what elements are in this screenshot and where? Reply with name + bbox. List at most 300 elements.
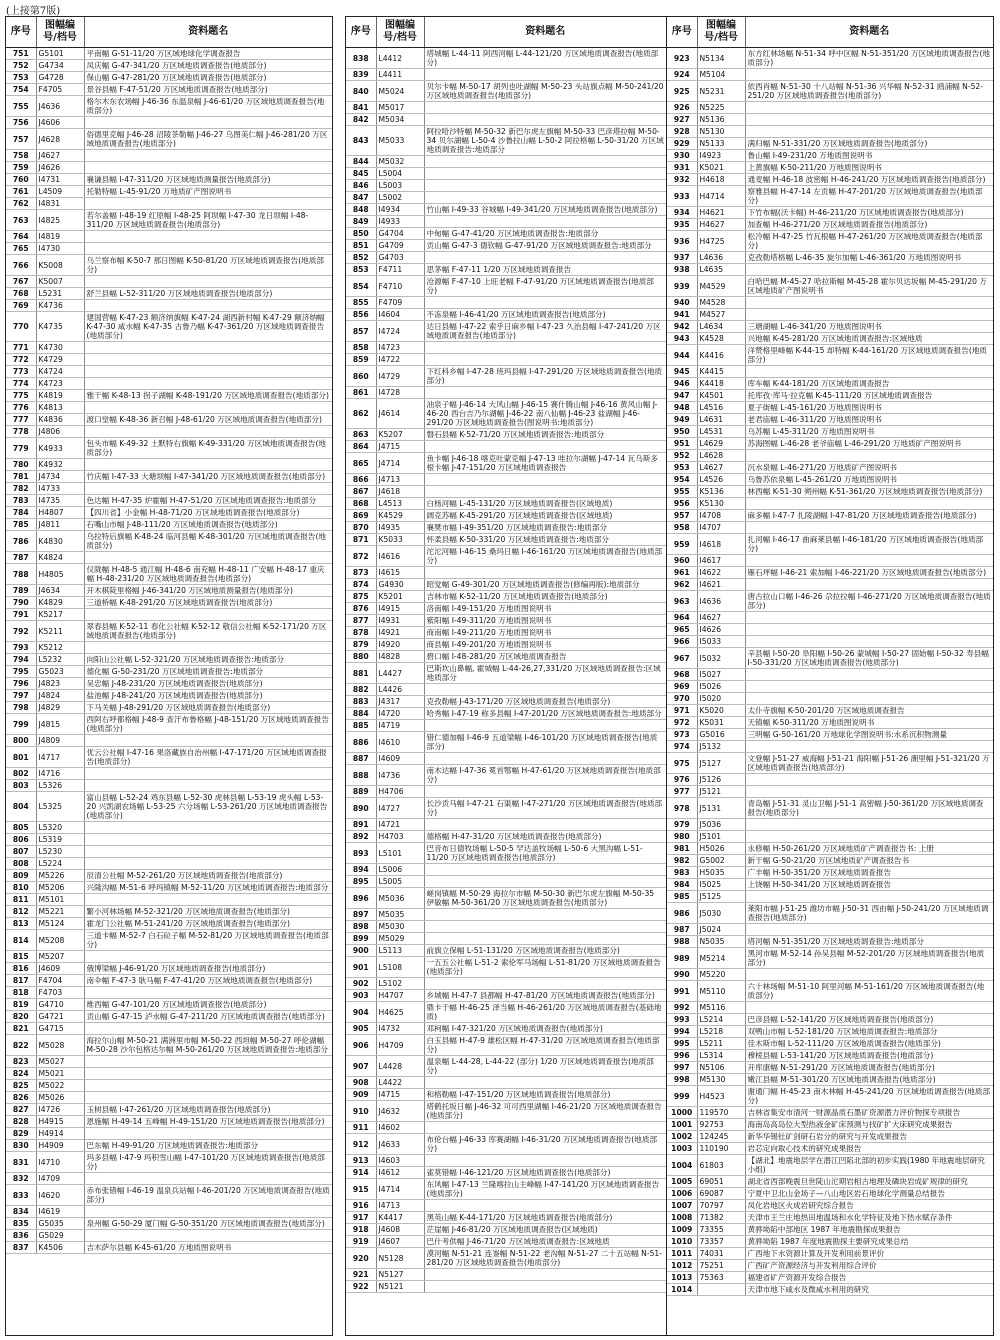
table-row xyxy=(667,186,993,207)
header-title: 资料题名 xyxy=(745,17,993,48)
seq-cell: 779 xyxy=(6,438,36,459)
seq-cell: 828 xyxy=(6,1116,36,1128)
title-cell: 格尔木东农场幅 J-46-36 东温泉幅 J-46-61/20 万区域地质调查报告(地质部分) xyxy=(84,96,332,117)
table-row xyxy=(667,753,993,774)
code-cell: 73355 xyxy=(697,1224,745,1236)
code-cell: 73357 xyxy=(697,1236,745,1248)
seq-cell: 975 xyxy=(667,753,697,774)
code-cell: M5032 xyxy=(376,156,424,168)
table-row xyxy=(667,612,993,624)
seq-cell: 863 xyxy=(346,429,376,441)
code-cell: K4506 xyxy=(36,1242,84,1254)
title-cell: 俗德里克幅 J-46-28 沼陵茶勒幅 J-46-27 乌图美仁幅 J-46-281/20 万区域地质调查报告(地质部分) xyxy=(84,129,332,150)
title-cell: 竹庆幅 I-47-33 大塘坝幅 I-47-341/20 万区域地质调查报告(地质部分) xyxy=(84,471,332,483)
code-cell: M5030 xyxy=(376,921,424,933)
seq-cell: 984 xyxy=(667,879,697,891)
table-row xyxy=(6,1068,332,1080)
table-row xyxy=(667,729,993,741)
seq-cell: 992 xyxy=(667,1002,697,1014)
code-cell: I4934 xyxy=(376,204,424,216)
table-row xyxy=(6,930,332,951)
table-row xyxy=(6,1152,332,1173)
code-cell: K5021 xyxy=(697,162,745,174)
seq-cell: 841 xyxy=(346,102,376,114)
title-cell: 昭觉幅 G-49-301/20 万区域地质调查报告(修编再版):地质部分 xyxy=(424,579,666,591)
code-cell: I4713 xyxy=(376,1200,424,1212)
title-cell: 优云公社幅 I-47-16 果洛藏族自治州幅 I-47-171/20 万区域地质调查报告(地质部分) xyxy=(84,747,332,768)
code-cell: L5224 xyxy=(36,858,84,870)
seq-cell: 870 xyxy=(346,522,376,534)
code-cell: M5104 xyxy=(697,69,745,81)
seq-cell: 821 xyxy=(6,1023,36,1035)
title-cell xyxy=(84,1056,332,1068)
table-row xyxy=(667,669,993,681)
code-cell: H4625 xyxy=(376,1002,424,1023)
title-cell: 海拉尔山幅 M-50-21 满洲里市幅 M-50-22 西坦幅 M-50-27 呼伦湖幅 M-50-28 沙尔包格达尔幅 M-50-261/20 万区域地质调查报告:地质部分 xyxy=(84,1035,332,1056)
title-cell: 达日县幅 I-47-22 索乎日麻乡幅 I-47-23 久治县幅 I-47-241/20 万区域地质调查报告(地质部分) xyxy=(424,321,666,342)
title-cell xyxy=(745,309,993,321)
seq-cell: 812 xyxy=(6,906,36,918)
title-cell: 吴忠幅 J-48-231/20 万区域地质调查报告(地质部分) xyxy=(84,678,332,690)
title-cell xyxy=(745,102,993,114)
seq-cell: 869 xyxy=(346,510,376,522)
title-cell: 渡口堂幅 K-48-36 新召幅 J-48-61/20 万区域地质调查报告(地质部分) xyxy=(84,414,332,426)
table-row xyxy=(6,366,332,378)
seq-cell: 925 xyxy=(667,81,697,102)
code-cell: I4716 xyxy=(36,768,84,780)
code-cell: M5207 xyxy=(36,951,84,963)
code-cell: M5034 xyxy=(376,114,424,126)
seq-cell: 796 xyxy=(6,678,36,690)
code-cell: H4709 xyxy=(376,1035,424,1056)
table-row xyxy=(6,174,332,186)
table-row xyxy=(667,786,993,798)
title-cell: 德格幅 H-47-31/20 万区域地质调查报告(地质部分) xyxy=(424,831,666,843)
seq-cell: 1011 xyxy=(667,1248,697,1260)
table-row xyxy=(667,591,993,612)
header-code: 图幅编号/档号 xyxy=(376,17,424,48)
code-cell: I4626 xyxy=(697,624,745,636)
seq-cell: 893 xyxy=(346,843,376,864)
seq-cell: 1002 xyxy=(667,1131,697,1143)
seq-cell: 991 xyxy=(667,981,697,1002)
code-cell: L4428 xyxy=(376,1056,424,1077)
title-cell: 克孜勒塔格幅 L-46-35 旋尔加幅 L-46-361/20 万地质图说明书 xyxy=(745,252,993,264)
title-cell: 吉林市幅 K-52-11/20 万区域地质调查报告(地质部分) xyxy=(424,591,666,603)
seq-cell: 1012 xyxy=(667,1260,697,1272)
title-cell: 塔城幅 L-44-11 阿西河幅 L-44-121/20 万区域地质调查报告(地质部分) xyxy=(424,48,666,69)
seq-cell: 793 xyxy=(6,642,36,654)
table-row xyxy=(346,168,666,180)
table-row xyxy=(6,894,332,906)
code-cell: L5320 xyxy=(36,822,84,834)
code-cell: M5221 xyxy=(36,906,84,918)
seq-cell: 857 xyxy=(346,321,376,342)
seq-cell: 878 xyxy=(346,627,376,639)
code-cell: K5136 xyxy=(697,486,745,498)
table-row xyxy=(346,1002,666,1023)
title-cell xyxy=(84,483,332,495)
title-cell xyxy=(424,156,666,168)
code-cell: I4617 xyxy=(697,555,745,567)
table-row xyxy=(667,1248,993,1260)
table-row xyxy=(6,987,332,999)
table-row xyxy=(6,459,332,471)
code-cell: J4317 xyxy=(376,696,424,708)
table-row xyxy=(667,207,993,219)
seq-cell: 807 xyxy=(6,846,36,858)
title-cell: 竹山幅 I-49-33 谷城幅 I-49-341/20 万区域地质调查报告(地质部分) xyxy=(424,204,666,216)
seq-cell: 834 xyxy=(6,1206,36,1218)
seq-cell: 757 xyxy=(6,129,36,150)
code-cell: M5206 xyxy=(36,882,84,894)
seq-cell: 996 xyxy=(667,1050,697,1062)
table-row xyxy=(346,1134,666,1155)
title-cell xyxy=(84,300,332,312)
table-row xyxy=(667,297,993,309)
code-cell: L4627 xyxy=(697,462,745,474)
code-cell: I4729 xyxy=(376,366,424,387)
code-cell: M5027 xyxy=(36,1056,84,1068)
title-cell: 吉木萨尔县幅 K-45-61/20 万地质图说明书 xyxy=(84,1242,332,1254)
code-cell: K5211 xyxy=(36,621,84,642)
table-row xyxy=(6,690,332,702)
title-cell xyxy=(745,624,993,636)
title-cell xyxy=(424,168,666,180)
seq-cell: 849 xyxy=(346,216,376,228)
seq-cell: 751 xyxy=(6,48,36,60)
table-row xyxy=(667,879,993,891)
title-cell: 向阳山公社幅 L-52-321/20 万区域地质调查报告:地质部分 xyxy=(84,654,332,666)
header-title: 资料题名 xyxy=(84,17,332,48)
seq-cell: 931 xyxy=(667,162,697,174)
table-row xyxy=(6,552,332,564)
title-cell: 下竹布幅(沃卡幅) H-46-211/20 万区域地质调查报告(地质部分) xyxy=(745,207,993,219)
seq-cell: 890 xyxy=(346,798,376,819)
title-cell: 老君庙幅 L-46-311/20 万地质图说明书 xyxy=(745,414,993,426)
seq-cell: 917 xyxy=(346,1212,376,1224)
code-cell: M5208 xyxy=(36,930,84,951)
seq-cell: 891 xyxy=(346,819,376,831)
table-row xyxy=(6,210,332,231)
seq-cell: 816 xyxy=(6,963,36,975)
code-cell: H5035 xyxy=(697,867,745,879)
table-row xyxy=(6,747,332,768)
title-cell: 紫阳幅 I-49-311/20 万地质图说明书 xyxy=(424,615,666,627)
table-row xyxy=(667,486,993,498)
table-row xyxy=(6,1023,332,1035)
code-cell: I4717 xyxy=(36,747,84,768)
table-row xyxy=(346,387,666,399)
table-row xyxy=(667,522,993,534)
seq-cell: 899 xyxy=(346,933,376,945)
code-cell: I4731 xyxy=(36,174,84,186)
title-cell xyxy=(745,774,993,786)
table-row xyxy=(6,870,332,882)
table-row xyxy=(6,1185,332,1206)
seq-cell: 988 xyxy=(667,936,697,948)
title-cell xyxy=(84,276,332,288)
title-cell: 天津市王兰庄地热田地温场和水化学特征及地下热水赋存条件 xyxy=(745,1212,993,1224)
code-cell: 69087 xyxy=(697,1188,745,1200)
seq-cell: 771 xyxy=(6,342,36,354)
seq-cell: 795 xyxy=(6,666,36,678)
table-row xyxy=(6,822,332,834)
table-row xyxy=(346,276,666,297)
code-cell: I4616 xyxy=(376,546,424,567)
seq-cell: 974 xyxy=(667,741,697,753)
code-cell: K5007 xyxy=(36,276,84,288)
title-cell: 中甸幅 G-47-41/20 万区域地质调查报告:地质部分 xyxy=(424,228,666,240)
title-cell xyxy=(84,243,332,255)
table-row xyxy=(6,792,332,822)
seq-cell: 1010 xyxy=(667,1236,697,1248)
title-cell xyxy=(84,342,332,354)
seq-cell: 922 xyxy=(346,1281,376,1293)
code-cell: K4730 xyxy=(36,342,84,354)
code-cell: J4714 xyxy=(376,453,424,474)
seq-cell: 939 xyxy=(667,276,697,297)
seq-cell: 850 xyxy=(346,228,376,240)
code-cell: J5024 xyxy=(697,924,745,936)
code-cell: G4715 xyxy=(36,1023,84,1035)
table-row xyxy=(6,507,332,519)
table-row xyxy=(6,531,332,552)
seq-cell: 990 xyxy=(667,969,697,981)
title-cell: 商县幅 I-49-201/20 万地质图说明书 xyxy=(424,639,666,651)
catalog-table-2 xyxy=(346,17,666,1293)
code-cell: J4824 xyxy=(36,690,84,702)
code-cell: H4725 xyxy=(697,231,745,252)
seq-cell: 847 xyxy=(346,192,376,204)
title-cell xyxy=(745,741,993,753)
seq-cell: 900 xyxy=(346,945,376,957)
seq-cell: 946 xyxy=(667,378,697,390)
title-cell: 下马关幅 J-48-291/20 万区域地质调查报告(地质部分) xyxy=(84,702,332,714)
table-row xyxy=(6,414,332,426)
code-cell: J4628 xyxy=(36,129,84,150)
table-row xyxy=(6,1218,332,1230)
title-cell xyxy=(84,378,332,390)
title-cell xyxy=(424,69,666,81)
code-cell: I4627 xyxy=(697,612,745,624)
title-cell: 景谷县幅 F-47-51/20 万区域地质调查报告(地质部分) xyxy=(84,84,332,96)
code-cell: K4528 xyxy=(697,333,745,345)
title-cell: 福建省矿产资源开发综合报告 xyxy=(745,1272,993,1284)
table-row xyxy=(667,624,993,636)
table-row xyxy=(6,60,332,72)
code-cell: H5026 xyxy=(697,843,745,855)
code-cell: H4618 xyxy=(697,174,745,186)
title-cell: 托库孜·库马·拉克幅 K-45-111/20 万区域地质调查报告 xyxy=(745,390,993,402)
code-cell: M5022 xyxy=(36,1080,84,1092)
code-cell: N5106 xyxy=(697,1062,745,1074)
header-code: 图幅编号/档号 xyxy=(36,17,84,48)
title-cell xyxy=(424,441,666,453)
title-cell xyxy=(745,819,993,831)
code-cell: I5027 xyxy=(697,669,745,681)
table-row xyxy=(667,252,993,264)
title-cell: 西阿右呼都格幅 J-48-9 查汗布鲁格幅 J-48-151/20 万区域地质调查报告(地质部分) xyxy=(84,714,332,735)
seq-cell: 820 xyxy=(6,1011,36,1023)
code-cell: M5017 xyxy=(376,102,424,114)
code-cell: L4427 xyxy=(376,663,424,684)
table-row xyxy=(346,81,666,102)
table-row xyxy=(667,366,993,378)
table-row xyxy=(6,150,332,162)
title-cell xyxy=(84,987,332,999)
code-cell: K5201 xyxy=(376,591,424,603)
table-row xyxy=(6,642,332,654)
code-cell: K5217 xyxy=(36,609,84,621)
code-cell: K4729 xyxy=(36,354,84,366)
table-row xyxy=(6,597,332,609)
table-row xyxy=(667,231,993,252)
seq-cell: 954 xyxy=(667,474,697,486)
title-cell: 黄骅坳陷 1987 年度地震勘探主要研究成果总结 xyxy=(745,1236,993,1248)
title-cell: 辛县幅 I-50-20 阜阳幅 I-50-26 蒙城幅 I-50-27 固始幅 I-50-32 寿县幅 I-50-331/20 万区域地质调查报告(地质部分) xyxy=(745,648,993,669)
title-cell: 前旗立保幅 L-51-131/20 万区域地质调查报告(地质部分) xyxy=(424,945,666,957)
title-cell xyxy=(745,1002,993,1014)
table-row xyxy=(667,1212,993,1224)
table-row xyxy=(6,666,332,678)
title-cell: 建国营幅 K-47-23 额济纳旗幅 K-47-24 湖西新村幅 K-47-29 额济纳幅 K-47-30 咸水幅 K-47-35 古鲁乃幅 K-47-361/20 万区域地质调查报告(地质部分) xyxy=(84,312,332,342)
table-row xyxy=(346,342,666,354)
code-cell: M5021 xyxy=(36,1068,84,1080)
seq-cell: 933 xyxy=(667,186,697,207)
table-row xyxy=(667,636,993,648)
code-cell: M5101 xyxy=(36,894,84,906)
table-row xyxy=(346,1077,666,1089)
title-cell: 黄骅坳陷中部地区 1987 年地震勘探成果报告 xyxy=(745,1224,993,1236)
code-cell: G4930 xyxy=(376,579,424,591)
code-cell: H4914 xyxy=(36,1128,84,1140)
title-cell xyxy=(745,969,993,981)
code-cell: H4909 xyxy=(36,1140,84,1152)
title-cell: 【湖北】地震地层学在潜江凹陷北部的初步实践(1980 年地震地层研究小组) xyxy=(745,1155,993,1176)
table-row xyxy=(667,402,993,414)
table-row xyxy=(6,255,332,276)
seq-cell: 919 xyxy=(346,1236,376,1248)
seq-cell: 776 xyxy=(6,402,36,414)
seq-cell: 790 xyxy=(6,597,36,609)
seq-cell: 951 xyxy=(667,438,697,450)
seq-cell: 865 xyxy=(346,453,376,474)
seq-cell: 887 xyxy=(346,753,376,765)
title-cell: 哈秀幅 I-47-19 称多县幅 I-47-201/20 万区域地质调查报告:地质部分 xyxy=(424,708,666,720)
seq-cell: 889 xyxy=(346,786,376,798)
title-cell: 广西地下水资源计算及开发利用前景评价 xyxy=(745,1248,993,1260)
title-cell xyxy=(424,1269,666,1281)
seq-cell: 1004 xyxy=(667,1155,697,1176)
seq-cell: 754 xyxy=(6,84,36,96)
table-row xyxy=(667,102,993,114)
title-cell xyxy=(745,297,993,309)
table-row xyxy=(6,963,332,975)
table-row xyxy=(6,1092,332,1104)
seq-cell: 1006 xyxy=(667,1188,697,1200)
title-cell xyxy=(84,642,332,654)
seq-cell: 998 xyxy=(667,1074,697,1086)
code-cell: H4627 xyxy=(697,219,745,231)
seq-cell: 965 xyxy=(667,624,697,636)
code-cell: L4635 xyxy=(697,264,745,276)
code-cell: F4704 xyxy=(36,975,84,987)
title-cell: 新干幅 G-50-21/20 万区域地质矿产调查报告书 xyxy=(745,855,993,867)
seq-cell: 753 xyxy=(6,72,36,84)
title-cell xyxy=(84,1068,332,1080)
seq-cell: 936 xyxy=(667,231,697,252)
seq-cell: 966 xyxy=(667,636,697,648)
code-cell: N5133 xyxy=(697,138,745,150)
title-cell: 太仆寺旗幅 K-50-201/20 万区域地质调查报告 xyxy=(745,705,993,717)
code-cell: I4730 xyxy=(36,243,84,255)
code-cell: J4606 xyxy=(36,117,84,129)
code-cell: L5232 xyxy=(36,654,84,666)
seq-cell: 866 xyxy=(346,474,376,486)
table-row xyxy=(346,732,666,753)
title-cell: 麻多幅 I-47-7 扎陵湖幅 I-47-81/20 万区域地质调查报告(地质部分) xyxy=(745,510,993,522)
title-cell: 一五五公社幅 L-51-2 索伦军马场幅 L-51-81/20 万区域地质调查报告(地质部分) xyxy=(424,957,666,978)
table-row xyxy=(667,855,993,867)
code-cell: N5127 xyxy=(376,1269,424,1281)
table-row xyxy=(346,1122,666,1134)
title-cell xyxy=(84,846,332,858)
table-row xyxy=(346,1236,666,1248)
table-row xyxy=(6,975,332,987)
title-cell: 通麦幅 H-46-18 波密幅 H-46-241/20 万区域地质调查报告(地质部分) xyxy=(745,174,993,186)
seq-cell: 879 xyxy=(346,639,376,651)
seq-cell: 985 xyxy=(667,891,697,903)
seq-cell: 881 xyxy=(346,663,376,684)
code-cell: I4604 xyxy=(376,309,424,321)
seq-cell: 814 xyxy=(6,930,36,951)
code-cell: I4923 xyxy=(697,150,745,162)
code-cell: J4636 xyxy=(36,96,84,117)
table-row xyxy=(667,741,993,753)
table-row xyxy=(6,495,332,507)
code-cell: 71382 xyxy=(697,1212,745,1224)
seq-cell: 898 xyxy=(346,921,376,933)
title-cell: 夏子街幅 L-45-161/20 万地质图说明书 xyxy=(745,402,993,414)
seq-cell: 773 xyxy=(6,366,36,378)
title-cell: 巴东幅 H-49-91/20 万区域地质调查报告:地质部分 xyxy=(84,1140,332,1152)
code-cell: I4610 xyxy=(376,732,424,753)
seq-cell: 794 xyxy=(6,654,36,666)
seq-cell: 867 xyxy=(346,486,376,498)
code-cell: G4709 xyxy=(376,240,424,252)
table-row xyxy=(667,48,993,69)
table-row xyxy=(346,876,666,888)
code-cell: I4828 xyxy=(376,651,424,663)
seq-cell: 926 xyxy=(667,102,697,114)
code-cell: M5226 xyxy=(36,870,84,882)
table-row xyxy=(667,390,993,402)
code-cell: K5008 xyxy=(36,255,84,276)
title-cell xyxy=(745,498,993,510)
code-cell: J5132 xyxy=(697,741,745,753)
seq-cell: 843 xyxy=(346,126,376,156)
table-row xyxy=(346,156,666,168)
title-cell: 穆棱县幅 L-53-141/20 万区域地质调查报告(地质部分) xyxy=(745,1050,993,1062)
seq-cell: 822 xyxy=(6,1035,36,1056)
code-cell: H4915 xyxy=(36,1116,84,1128)
code-cell: K4813 xyxy=(36,402,84,414)
table-row xyxy=(667,681,993,693)
seq-cell: 780 xyxy=(6,459,36,471)
table-row xyxy=(346,945,666,957)
code-cell: M4528 xyxy=(697,297,745,309)
